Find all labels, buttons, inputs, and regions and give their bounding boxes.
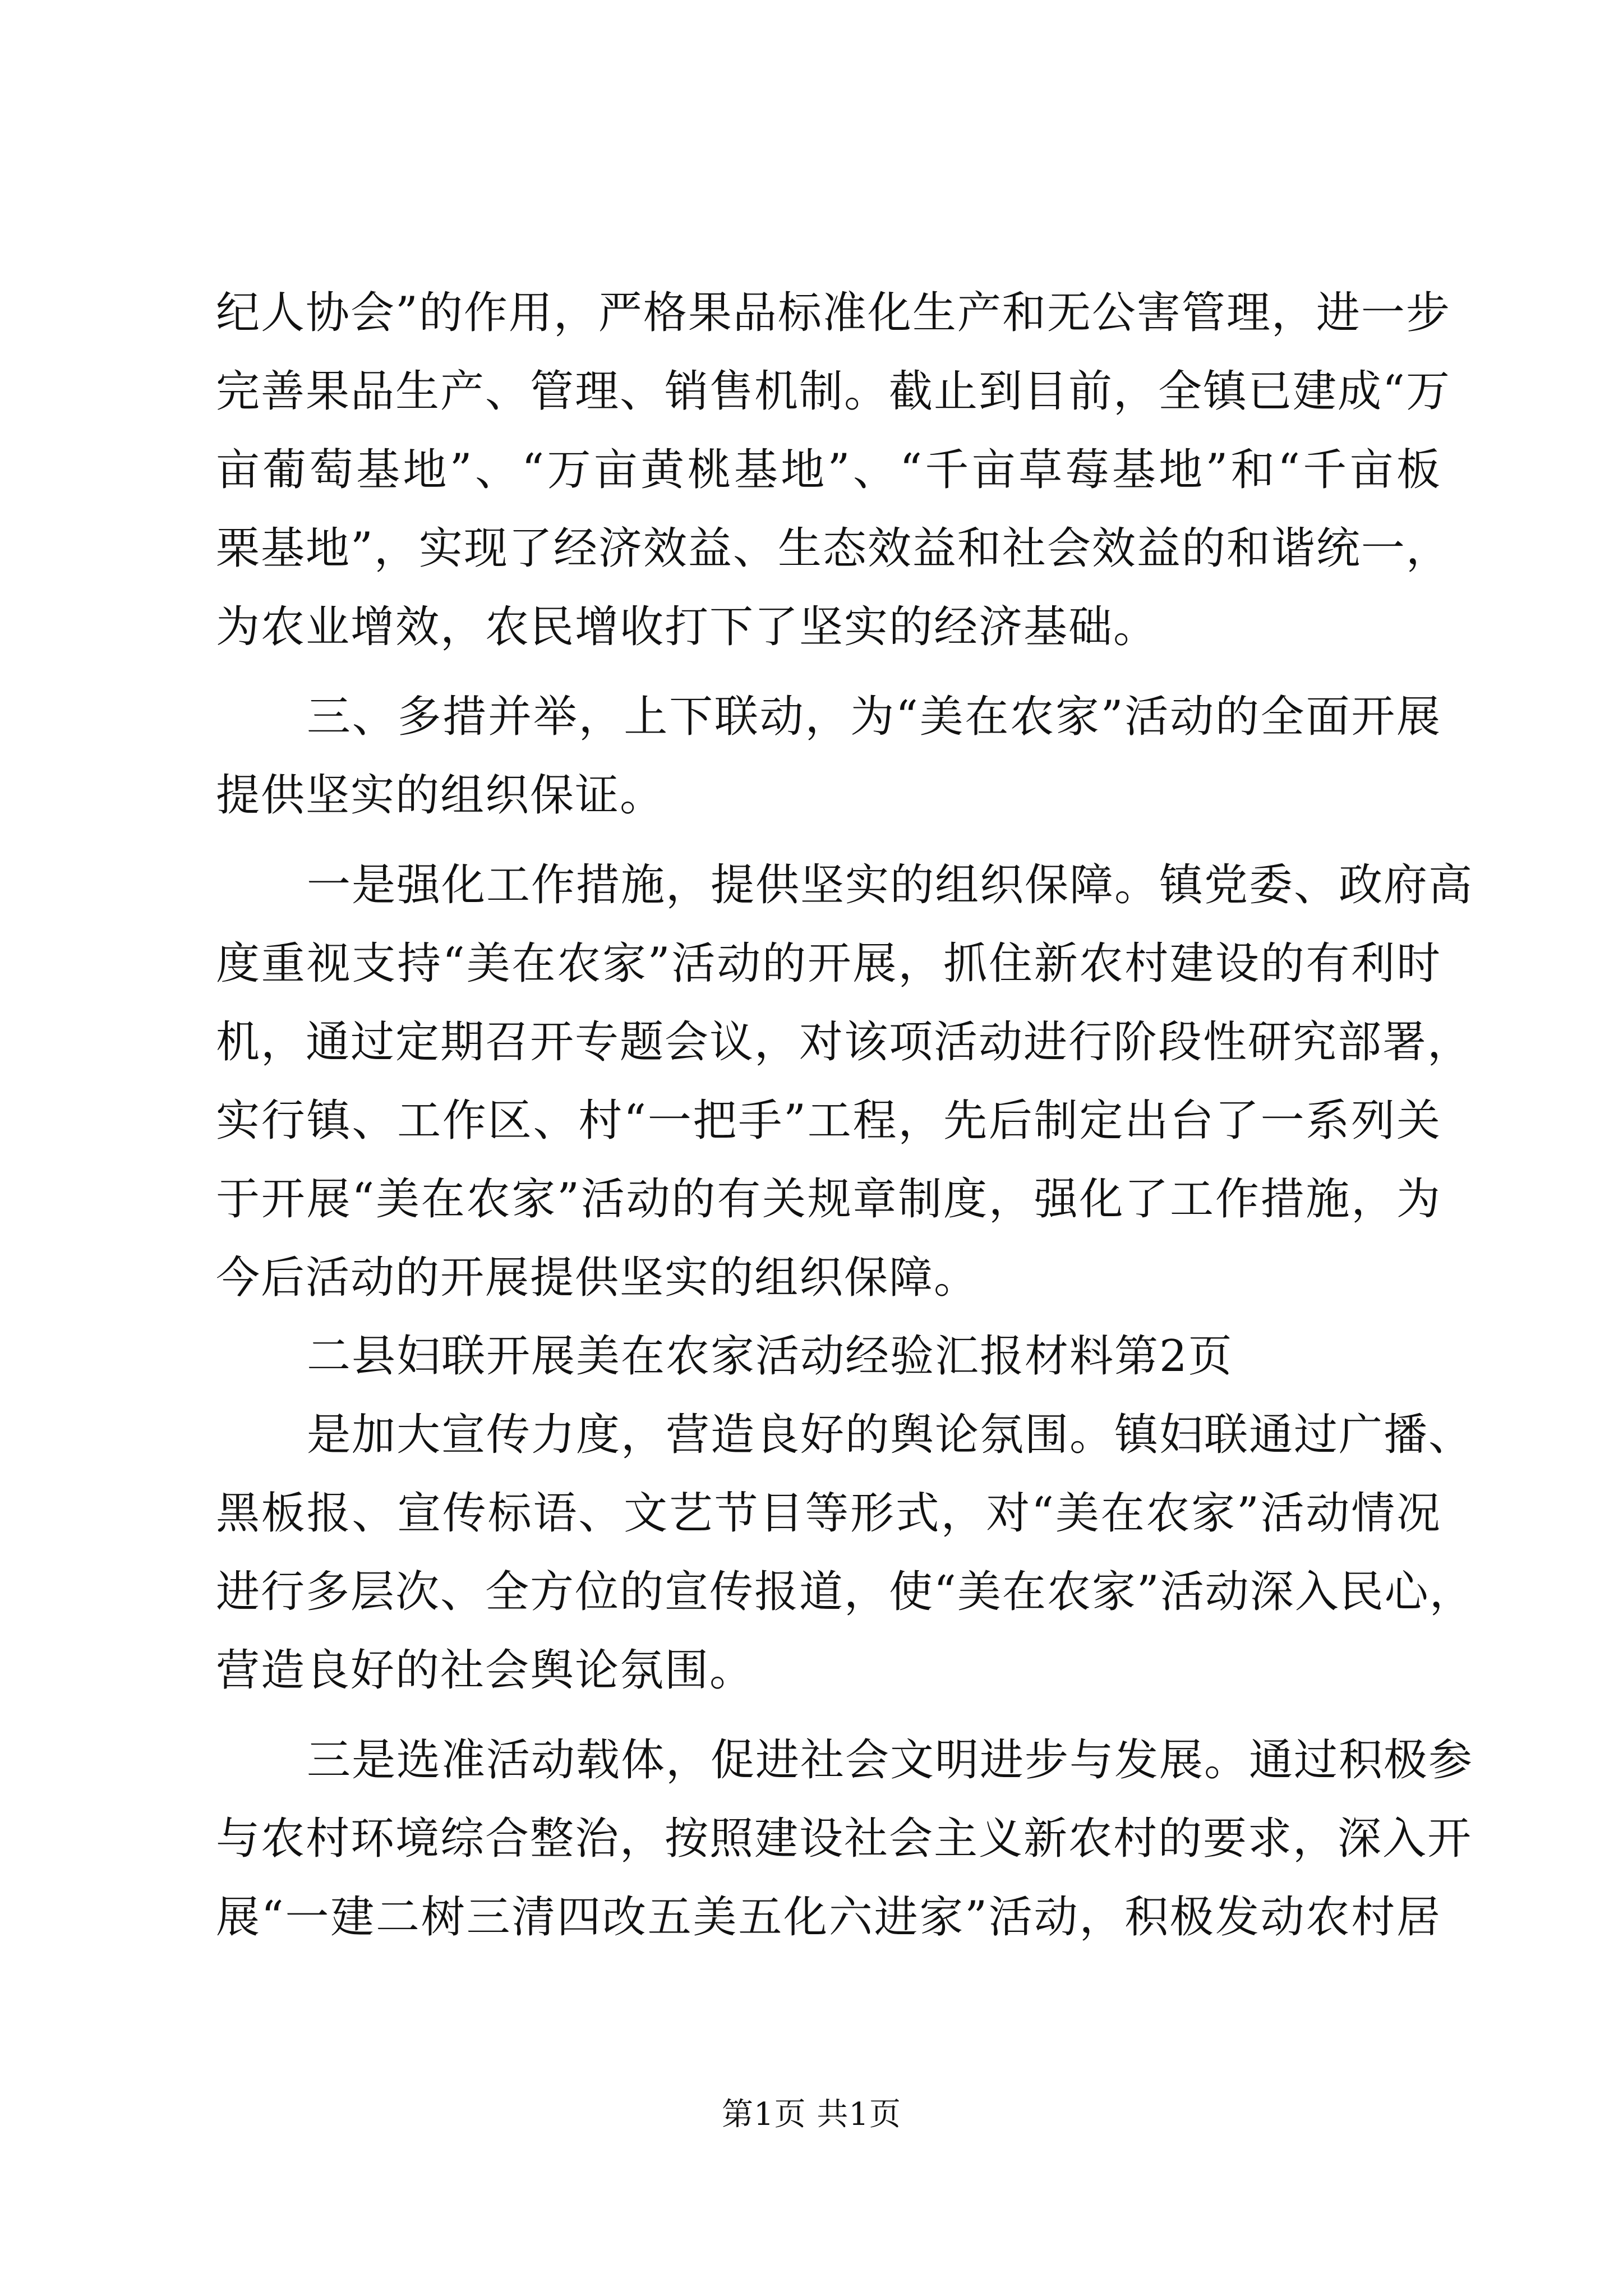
text-line: 展“一建二树三清四改五美五化六进家”活动，积极发动农村居 [216, 1892, 1441, 1943]
text-line: 一是强化工作措施，提供坚实的组织保障。镇党委、政府高 [307, 860, 1474, 910]
text-line: 亩葡萄基地”、“万亩黄桃基地”、“千亩草莓基地”和“千亩板 [216, 445, 1441, 495]
text-line: 今后活动的开展提供坚实的组织保障。 [216, 1253, 979, 1303]
text-line: 是加大宣传力度，营造良好的舆论氛围。镇妇联通过广播、 [307, 1410, 1474, 1460]
text-line: 为农业增效，农民增收打下了坚实的经济基础。 [216, 602, 1159, 652]
text-line: 黑板报、宣传标语、文艺节目等形式，对“美在农家”活动情况 [216, 1488, 1441, 1539]
text-line: 完善果品生产、管理、销售机制。截止到目前，全镇已建成“万 [216, 366, 1451, 417]
text-line: 于开展“美在农家”活动的有关规章制度，强化了工作措施，为 [216, 1174, 1441, 1225]
text-line: 营造良好的社会舆论氛围。 [216, 1645, 755, 1696]
text-line: 栗基地”，实现了经济效益、生态效益和社会效益的和谐统一， [216, 523, 1451, 574]
text-line: 度重视支持“美在农家”活动的开展，抓住新农村建设的有利时 [216, 938, 1441, 989]
text-line: 实行镇、工作区、村“一把手”工程，先后制定出台了一系列关 [216, 1096, 1441, 1146]
document-body [216, 286, 1474, 1969]
section-heading-line: 提供坚实的组织保证。 [216, 770, 665, 821]
text-line: 进行多层次、全方位的宣传报道，使“美在农家”活动深入民心， [216, 1567, 1474, 1617]
text-line: 与农村环境综合整治，按照建设社会主义新农村的要求，深入开 [216, 1814, 1473, 1864]
section-heading-line: 三、多措并举，上下联动，为“美在农家”活动的全面开展 [307, 692, 1441, 742]
text-line: 三是选准活动载体，促进社会文明进步与发展。通过积极参 [307, 1735, 1474, 1786]
text-line: 机，通过定期召开专题会议，对该项活动进行阶段性研究部署， [216, 1017, 1473, 1068]
page-footer: 第1页 共1页 [721, 2096, 902, 2133]
text-line: 纪人协会”的作用，严格果品标准化生产和无公害管理，进一步 [216, 288, 1451, 338]
inline-page-marker: 二县妇联开展美在农家活动经验汇报材料第2页 [307, 1331, 1233, 1382]
